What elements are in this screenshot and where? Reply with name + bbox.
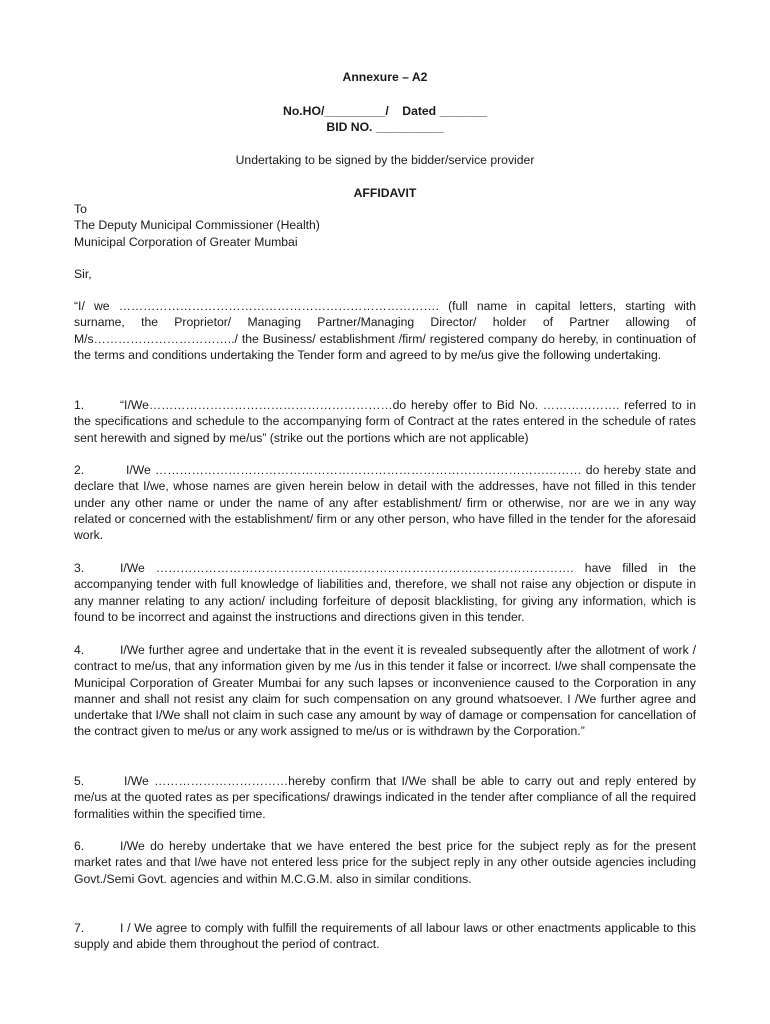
- clause-5: [74, 773, 696, 822]
- clause-6: [74, 838, 696, 887]
- addressee-to: To: [74, 202, 87, 216]
- clause-2: [74, 462, 696, 543]
- clause-number: 1.: [74, 398, 85, 412]
- addressee-line-1: The Deputy Municipal Commissioner (Health): [74, 218, 320, 233]
- document-subtitle: Undertaking to be signed by the bidder/service provider: [235, 153, 535, 167]
- document-title: AFFIDAVIT: [353, 186, 417, 200]
- clause-4: [74, 642, 696, 740]
- reference-number-line: No.HO/_________/ Dated _______: [283, 104, 487, 118]
- clause-text: I/We do hereby undertake that we have entered the best price for the subject reply as for the present market rates and that I/we have not entered less price for the subject reply in any other outside agencies including Govt./Semi Govt. agencies and within M.C.G.M. also in similar conditions.: [74, 839, 696, 886]
- clause-number: 7.: [74, 921, 85, 935]
- clause-number: 2.: [74, 463, 85, 477]
- clause-text: I/We further agree and undertake that in the event it is revealed subsequently after the allotment of work / contract to me/us, that any information given by me /us in this tender it false or incorrect. I/we shall compensate the Municipal Corporation of Greater Mumbai for any such lapses or inconvenience caused to the Corporation in any manner and shall not resist any claim for such compensation on any ground whatsoever. I /We further agree and undertake that I/We shall not claim in such case any amount by way of damage or compensation for cancellation of the contract given to me/us or any work assigned to me/us or is withdrawn by the Corporation.”: [74, 643, 696, 739]
- clause-3: [74, 560, 696, 625]
- bid-number-line: BID NO. __________: [326, 120, 444, 134]
- addressee-line-2: Municipal Corporation of Greater Mumbai: [74, 234, 298, 249]
- clause-7: [74, 920, 696, 953]
- intro-paragraph: “I/ we ……………………………………………………………………. (full name in capital letters, starting with surname, the Proprietor/ Managing Partner/Managing Director/ holder of Partner allowing of M/s……………………………../ the Business/ establishment /firm/ registered company do hereby, in continuation of the terms and conditions undertaking the Tender form and agreed to by me/us give the following undertaking.: [74, 299, 696, 362]
- addressee-block: [74, 201, 696, 250]
- clause-number: 6.: [74, 839, 85, 853]
- clause-text: I/We …………………………………………………………………………………………… do hereby state and declare that I/we, whose names are given herein below in detail with the addresses, have not filled in this tender under any other name or under the name of any after establishment/ firm or otherwise, nor are we in any way related or concerned with the establishment/ firm or any other person, who have filled in the tender for the aforesaid work.: [74, 463, 696, 543]
- clause-number: 3.: [74, 561, 85, 575]
- clause-text: I/We …………………………………………………………………………………………. have filled in the accompanying tender with full knowledge of liabilities and, therefore, we shall not raise any objection or dispute in any manner relating to any action/ including forfeiture of deposit blacklisting, for giving any information, which is found to be incorrect and against the instructions and directions given in this tender.: [74, 561, 696, 624]
- clause-number: 5.: [74, 774, 85, 788]
- clause-1: [74, 397, 696, 446]
- clause-text: “I/We……………………………………………………do hereby offer to Bid No. ………………. referred to in the specifications and schedule to the accompanying form of Contract at the rates entered in the schedule of rates sent herewith and signed by me/us” (strike out the portions which are not applicable): [74, 398, 696, 445]
- clause-text: I / We agree to comply with fulfill the requirements of all labour laws or other enactments applicable to this supply and abide them throughout the period of contract.: [74, 921, 696, 952]
- annexure-heading: Annexure – A2: [342, 70, 428, 84]
- clause-text: I/We ……………………………hereby confirm that I/We shall be able to carry out and reply entered by me/us at the quoted rates as per specifications/ drawings indicated in the tender after compliance of all the required formalities within the specified time.: [74, 774, 696, 821]
- salutation: Sir,: [74, 267, 92, 281]
- clause-number: 4.: [74, 643, 85, 657]
